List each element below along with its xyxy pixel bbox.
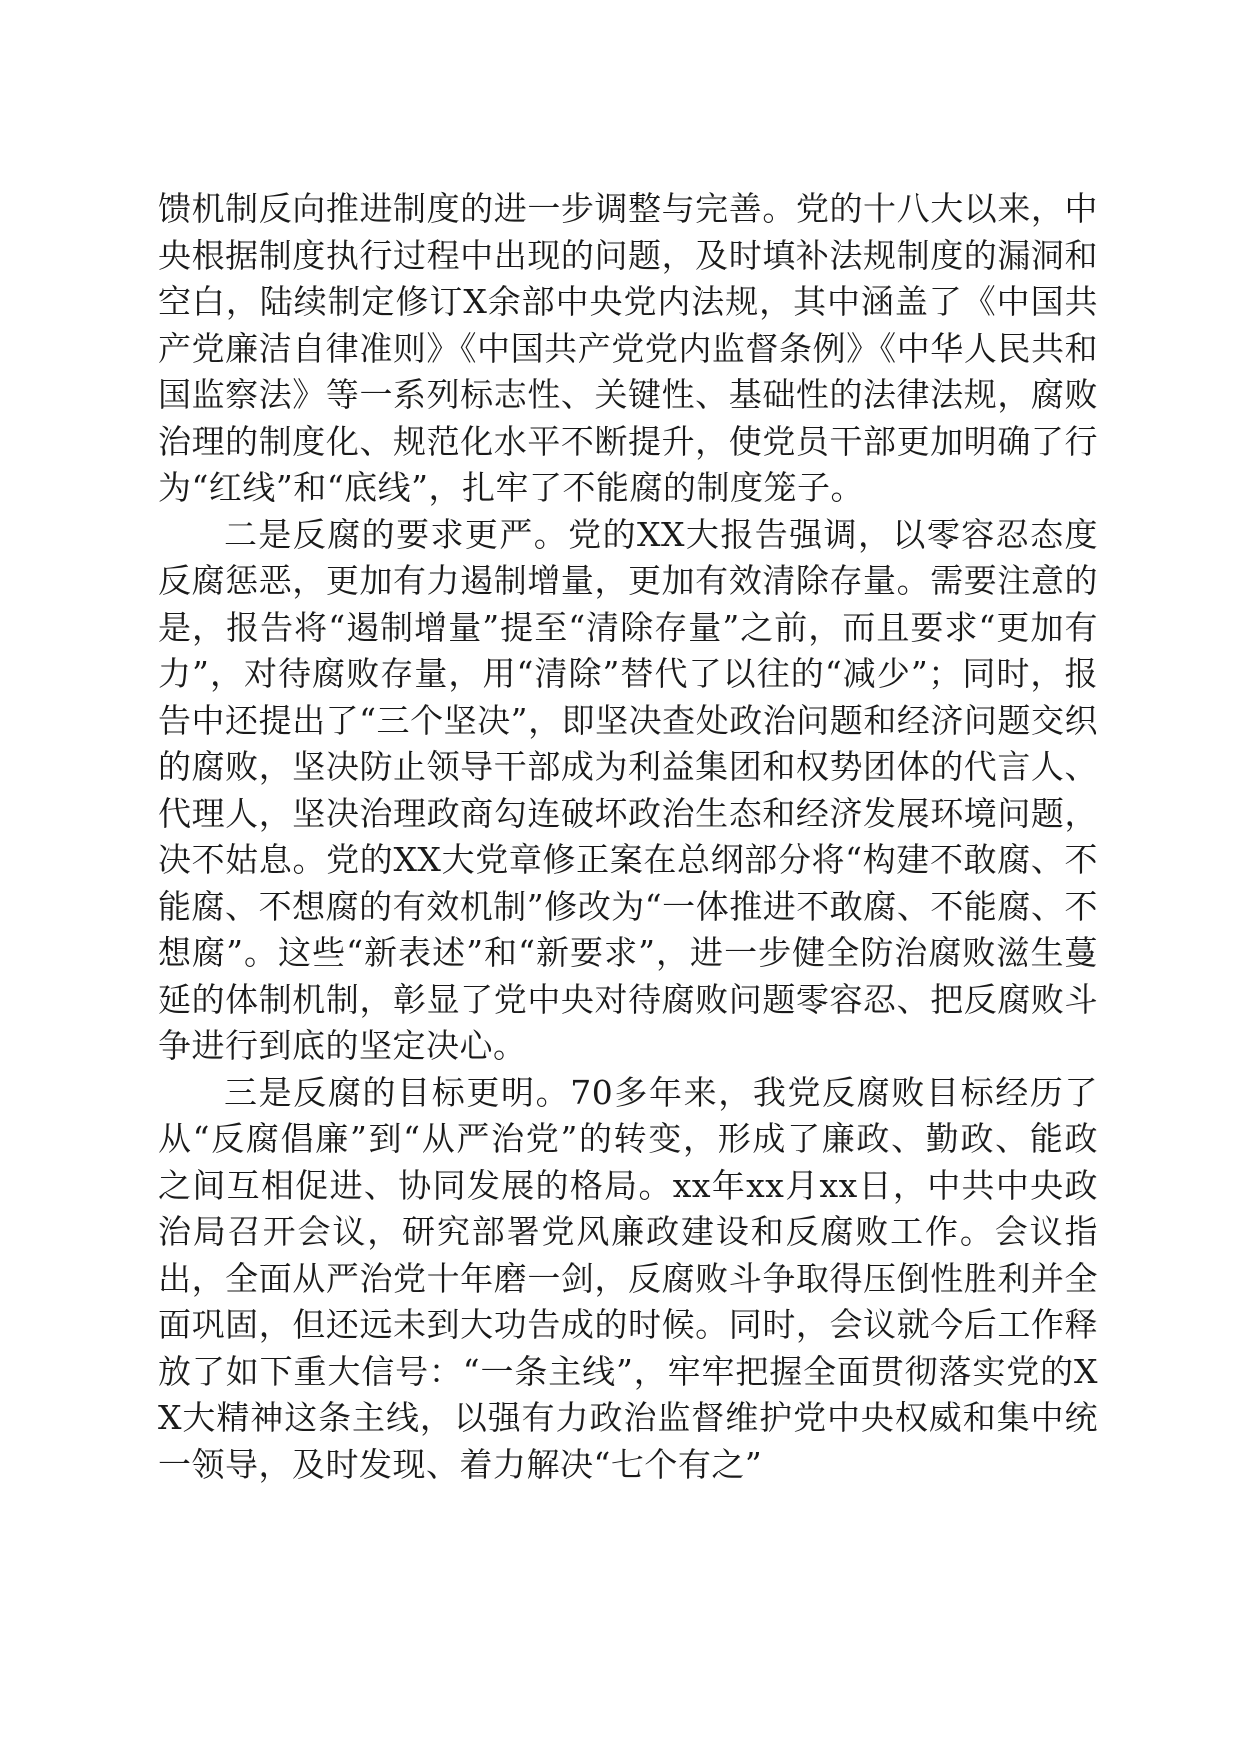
paragraph-stricter-requirements: 二是反腐的要求更严。党的XX大报告强调，以零容忍态度反腐惩恶，更加有力遏制增量，更加有效清除存量。需要注意的是，报告将“遏制增量”提至“清除存量”之前，而且要求“更加有力”，对待腐败存量，用“清除”替代了以往的“减少”；同时，报告中还提出了“三个坚决”，即坚决查处政治问题和经济问题交织的腐败，坚决防止领导干部成为利益集团和权势团体的代言人、代理人，坚决治理政商勾连破坏政治生态和经济发展环境问题，决不姑息。党的XX大党章修正案在总纲部分将“构建不敢腐、不能腐、不想腐的有效机制”修改为“一体推进不敢腐、不能腐、不想腐”。这些“新表述”和“新要求”，进一步健全防治腐败滋生蔓延的体制机制，彰显了党中央对待腐败问题零容忍、把反腐败斗争进行到底的坚定决心。	[158, 514, 1098, 1065]
paragraph-clearer-goals: 三是反腐的目标更明。70多年来，我党反腐败目标经历了从“反腐倡廉”到“从严治党”的转变，形成了廉政、勤政、能政之间互相促进、协同发展的格局。xx年xx月xx日，中共中央政治局召开会议，研究部署党风廉政建设和反腐败工作。会议指出，全面从严治党十年磨一剑，反腐败斗争取得压倒性胜利并全面巩固，但还远未到大功告成的时候。同时，会议就今后工作释放了如下重大信号：“一条主线”，牢牢把握全面贯彻落实党的XX大精神这条主线，以强有力政治监督维护党中央权威和集中统一领导，及时发现、着力解决“七个有之”	[158, 1072, 1098, 1484]
paragraph-institutional-cage: 馈机制反向推进制度的进一步调整与完善。党的十八大以来，中央根据制度执行过程中出现的问题，及时填补法规制度的漏洞和空白，陆续制定修订X余部中央党内法规，其中涵盖了《中国共产党廉洁自律准则》《中国共产党党内监督条例》《中华人民共和国监察法》等一系列标志性、关键性、基础性的法律法规，腐败治理的制度化、规范化水平不断提升，使党员干部更加明确了行为“红线”和“底线”，扎牢了不能腐的制度笼子。	[158, 189, 1098, 507]
document-body	[158, 186, 1098, 1488]
